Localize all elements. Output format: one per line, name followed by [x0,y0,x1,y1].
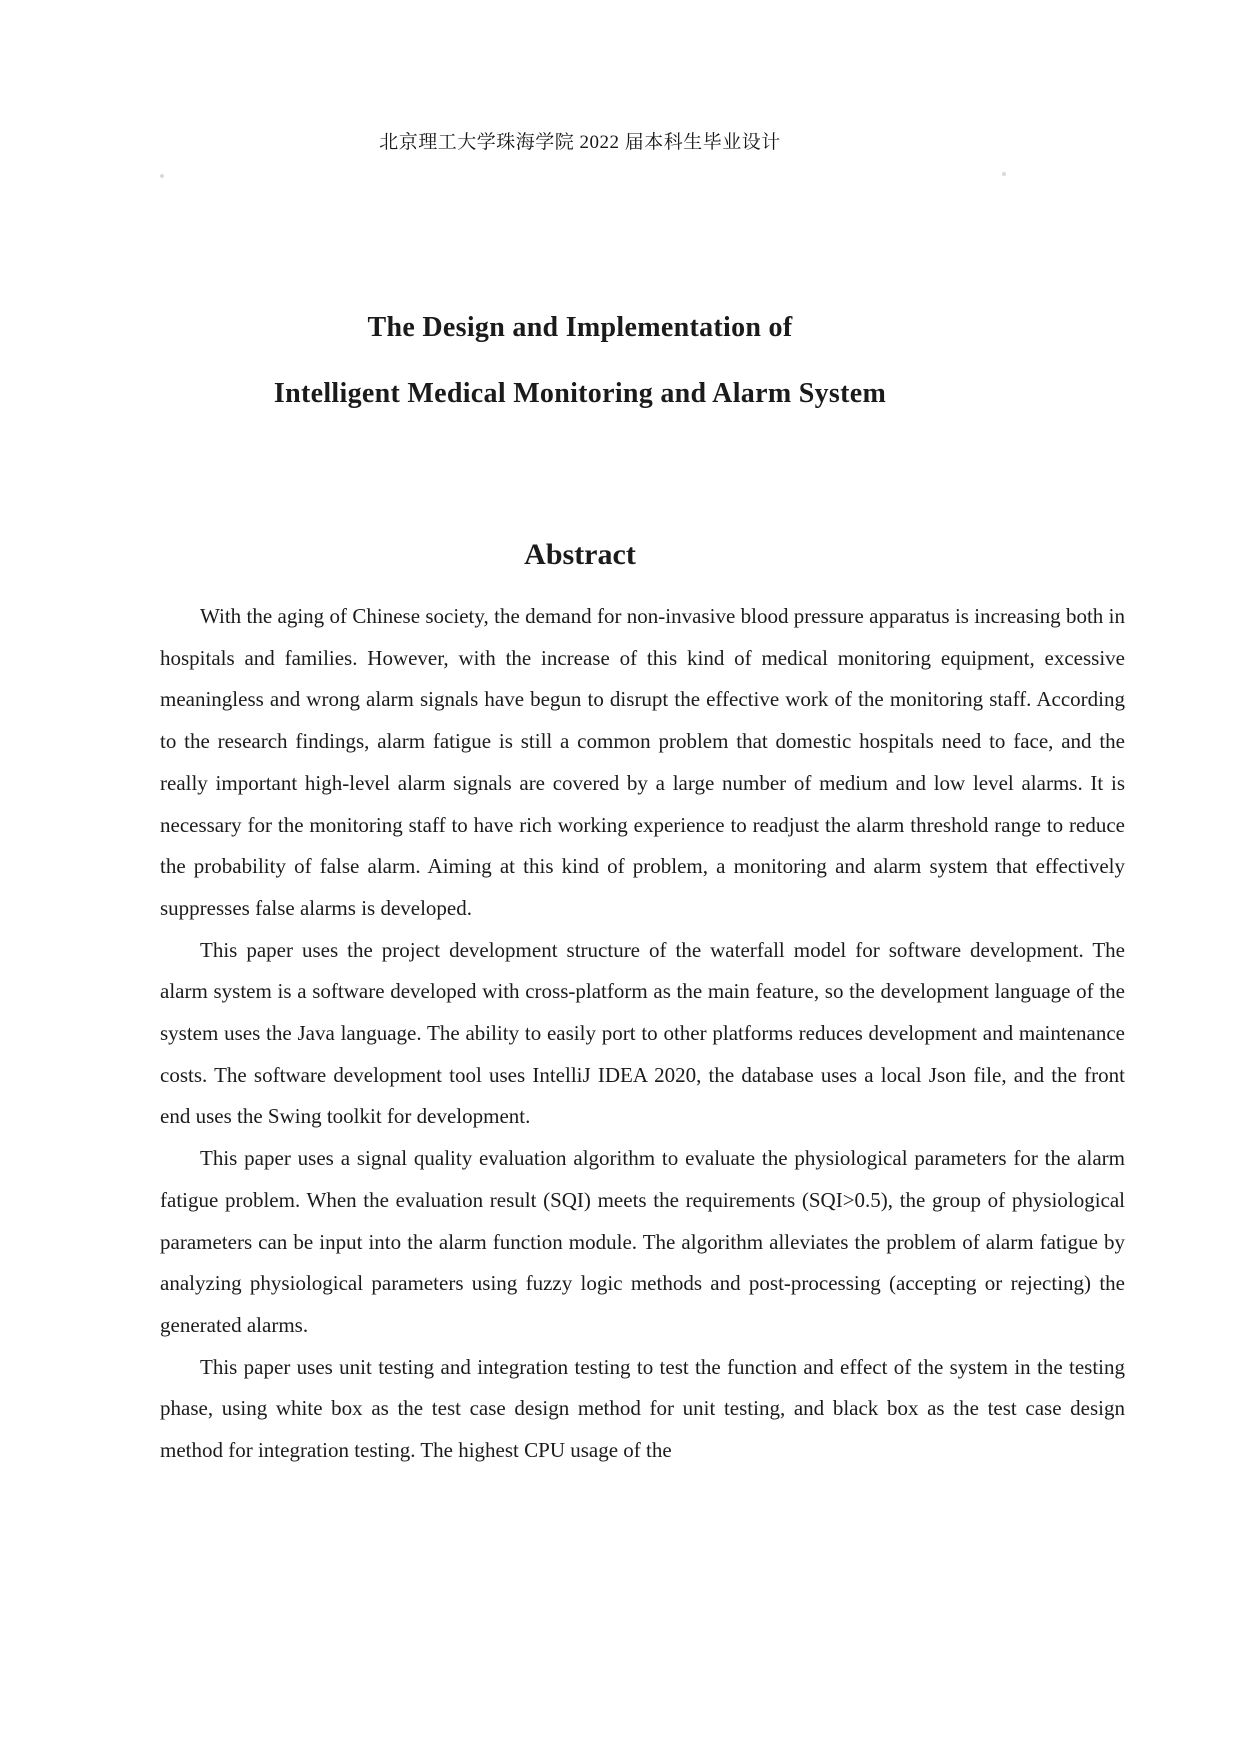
abstract-paragraph: With the aging of Chinese society, the demand for non-invasive blood pressure apparatus is increasing both in hospitals and families. However, with the increase of this kind of medical monitoring equipment, excessive meaningless and wrong alarm signals have begun to disrupt the effective work of the monitoring staff. According to the research findings, alarm fatigue is still a common problem that domestic hospitals need to face, and the really important high-level alarm signals are covered by a large number of medium and low level alarms. It is necessary for the monitoring staff to have rich working experience to readjust the alarm threshold range to reduce the probability of false alarm. Aiming at this kind of problem, a monitoring and alarm system that effectively suppresses false alarms is developed. [160,604,1125,920]
abstract-body [160,596,1125,1472]
document-title-line1: The Design and Implementation of [367,312,793,343]
document-title [0,312,1160,410]
abstract-paragraph: This paper uses the project development structure of the waterfall model for software development. The alarm system is a software developed with cross-platform as the main feature, so the development language of the system uses the Java language. The ability to easily port to other platforms reduces development and maintenance costs. The software development tool uses IntelliJ IDEA 2020, the database uses a local Json file, and the front end uses the Swing toolkit for development. [160,937,1125,1129]
abstract-paragraph: This paper uses a signal quality evaluation algorithm to evaluate the physiological parameters for the alarm fatigue problem. When the evaluation result (SQI) meets the requirements (SQI>0.5), the group of physiological parameters can be input into the alarm function module. The algorithm alleviates the problem of alarm fatigue by analyzing physiological parameters using fuzzy logic methods and post-processing (accepting or rejecting) the generated alarms. [160,1146,1125,1337]
scan-artifact [1002,172,1006,176]
scan-artifact [160,174,164,178]
page-header: 北京理工大学珠海学院 2022 届本科生毕业设计 [379,132,781,153]
document-title-line2: Intelligent Medical Monitoring and Alarm System [273,378,887,409]
abstract-paragraph: This paper uses unit testing and integration testing to test the function and effect of the system in the testing phase, using white box as the test case design method for unit testing, and black box as the test case design method for integration testing. The highest CPU usage of the [160,1354,1125,1463]
abstract-heading: Abstract [524,538,636,571]
